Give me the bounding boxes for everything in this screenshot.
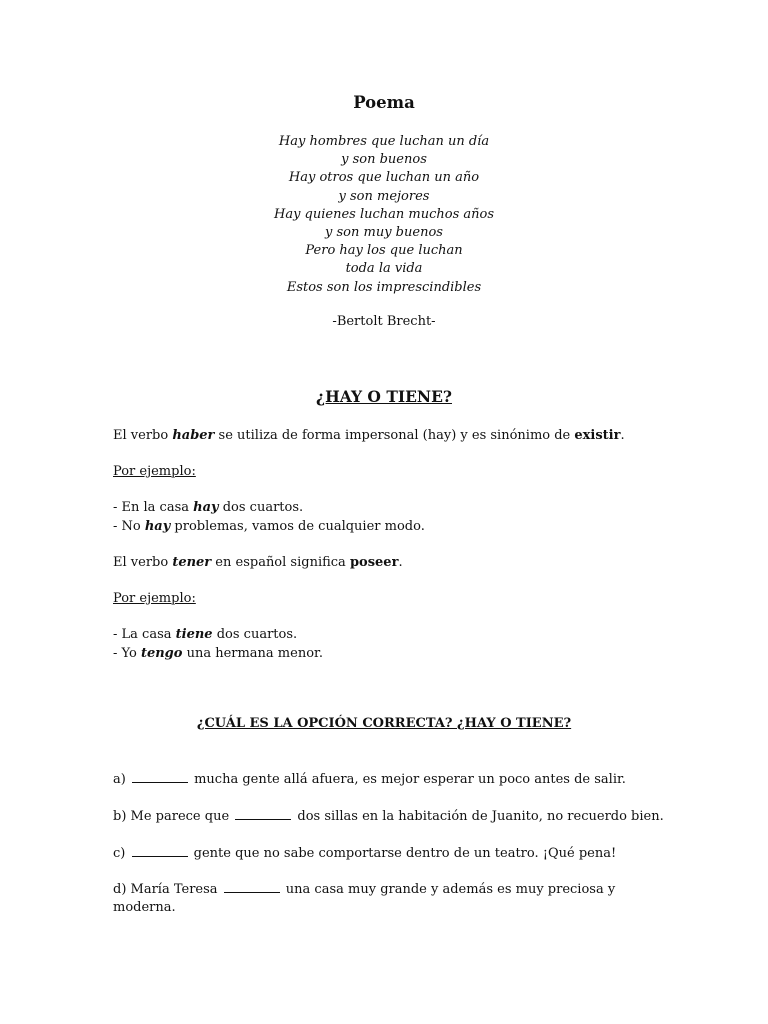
answer-blank[interactable] — [235, 809, 291, 820]
text-span: d) María Teresa — [113, 882, 222, 897]
text-span: dos sillas en la habitación de Juanito, no recuerdo bien. — [293, 809, 664, 824]
poem-line: Hay otros que luchan un año — [288, 170, 480, 186]
text-span: moderna. — [113, 900, 176, 915]
exercise-item — [113, 808, 673, 827]
example-verb: hay — [144, 519, 171, 534]
answer-blank[interactable] — [132, 846, 188, 857]
text-span: - Yo — [113, 646, 141, 661]
exercise-item-continuation — [113, 899, 673, 918]
text-span: mucha gente allá afuera, es mejor esperar un poco antes de salir. — [189, 772, 626, 787]
text-span: a) — [113, 772, 130, 787]
verb-haber: haber — [172, 428, 215, 443]
text-span: c) — [113, 846, 130, 861]
example-line — [113, 518, 673, 537]
text-span: . — [620, 428, 625, 443]
text-span: - No — [113, 519, 145, 534]
poem-line: Hay quienes luchan muchos años — [273, 206, 495, 222]
poem-line: y son muy buenos — [325, 225, 443, 241]
text-span: una hermana menor. — [182, 646, 323, 661]
example-label: Por ejemplo: — [113, 464, 196, 479]
text-span: b) Me parece que — [113, 809, 234, 824]
text-span: dos cuartos. — [218, 500, 304, 515]
exercise-title: ¿CUÁL ES LA OPCIÓN CORRECTA? ¿HAY O TIENE? — [196, 716, 572, 731]
poem-line: Estos son los imprescindibles — [286, 279, 482, 295]
text-span: se utiliza de forma impersonal (hay) y es sinónimo de — [214, 428, 575, 443]
answer-blank[interactable] — [132, 772, 188, 783]
meaning-poseer: poseer — [349, 555, 399, 570]
text-span: problemas, vamos de cualquier modo. — [170, 519, 425, 534]
example-line — [113, 645, 673, 664]
example-line — [113, 499, 673, 518]
exercise-item — [113, 845, 673, 864]
text-span: - La casa — [113, 627, 176, 642]
poem-line: Pero hay los que luchan — [305, 243, 463, 259]
poem-line: y son mejores — [338, 188, 430, 204]
exercise-item — [113, 881, 673, 900]
text-span: El verbo — [113, 555, 173, 570]
synonym-existir: existir — [574, 428, 621, 443]
text-span: dos cuartos. — [212, 627, 298, 642]
text-span: una casa muy grande y además es muy preciosa y — [281, 882, 616, 897]
text-span: El verbo — [113, 428, 173, 443]
poem-line: y son buenos — [341, 152, 427, 168]
answer-blank[interactable] — [224, 882, 280, 893]
verb-tener: tener — [172, 555, 212, 570]
example-verb: hay — [193, 500, 219, 515]
poem-line: toda la vida — [345, 261, 423, 277]
text-span: . — [398, 555, 403, 570]
exercise-item — [113, 771, 673, 790]
text-span: - En la casa — [113, 500, 194, 515]
text-span: gente que no sabe comportarse dentro de un teatro. ¡Qué pena! — [189, 846, 617, 861]
example-verb: tengo — [140, 646, 183, 661]
haber-definition — [113, 427, 673, 446]
text-span: en español significa — [211, 555, 350, 570]
poem-line: Hay hombres que luchan un día — [278, 134, 490, 149]
lesson-title: ¿HAY O TIENE? — [315, 387, 452, 406]
tener-definition — [113, 554, 673, 573]
poem-body — [0, 133, 768, 297]
poem-author: -Bertolt Brecht- — [332, 314, 436, 329]
example-verb: tiene — [175, 627, 213, 642]
example-line — [113, 626, 673, 645]
example-label: Por ejemplo: — [113, 591, 196, 606]
poem-title: Poema — [353, 93, 415, 112]
